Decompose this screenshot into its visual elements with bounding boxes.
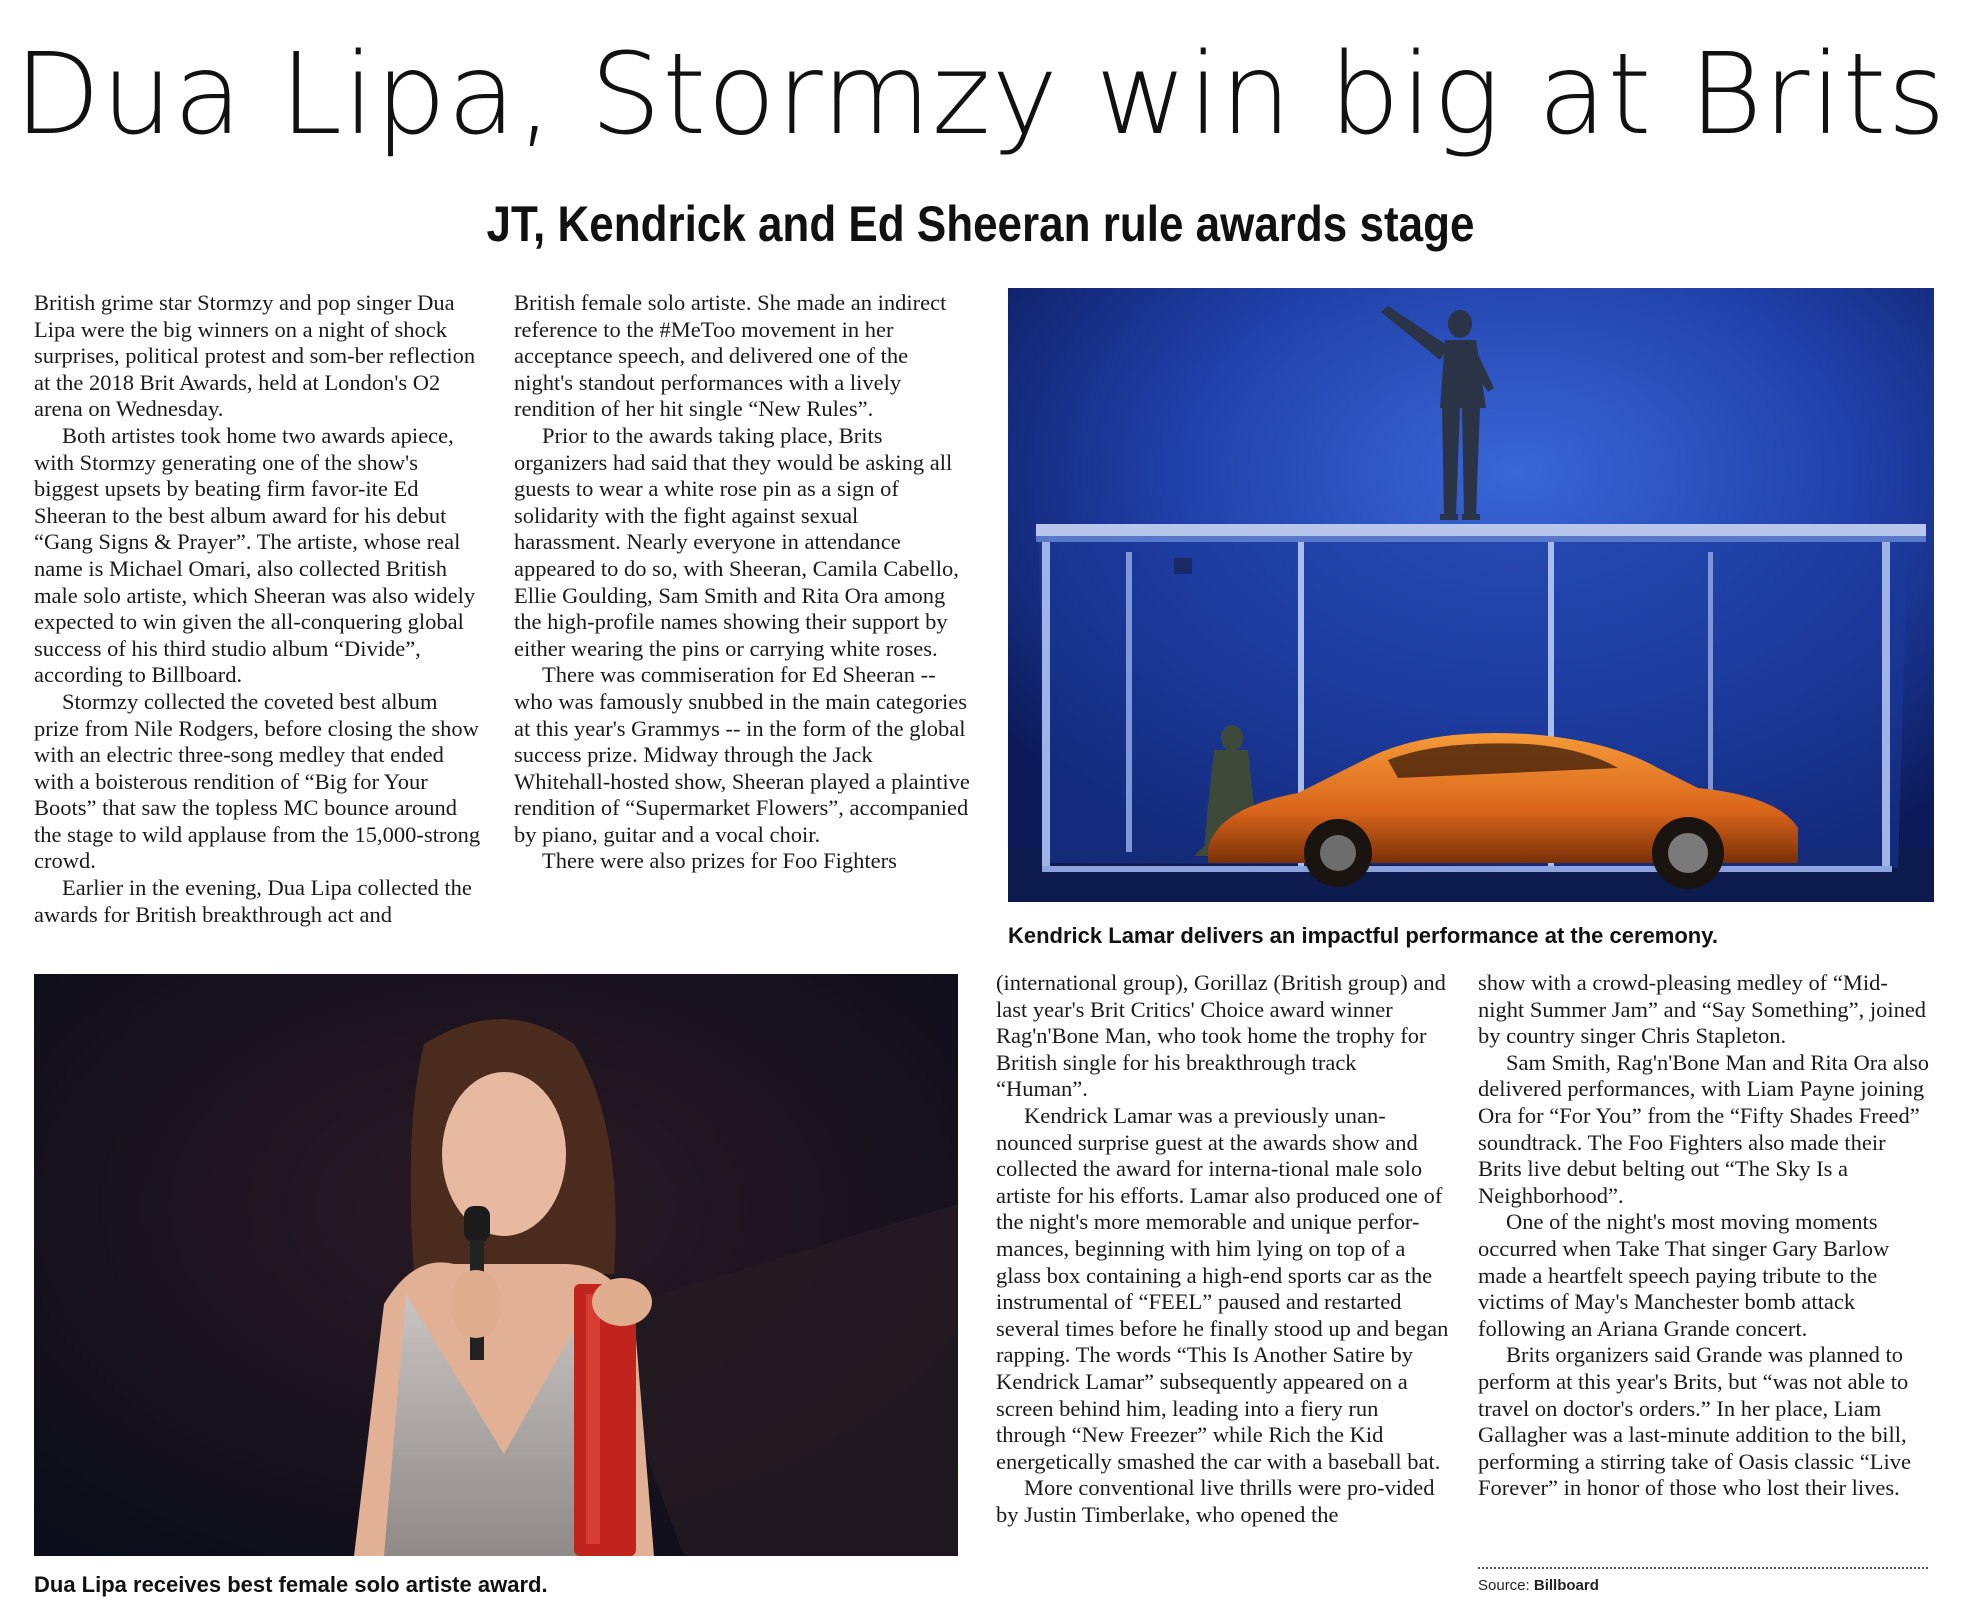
paragraph: Brits organizers said Grande was planned to perform at this year's Brits, but “was not able to travel on doctor's orders.” In her place, Liam Gallagher was a last-minute addition to the bill, performing a stirring take of Oasis classic “Live Forever” in honor of those who lost their lives.: [1478, 1342, 1911, 1501]
paragraph: (international group), Gorillaz (British group) and last year's Brit Critics' Choice award winner Rag'n'Bone Man, who took home the trophy for British single for his breakthrough track “Human”.: [996, 970, 1446, 1102]
kendrick-photo-caption: Kendrick Lamar delivers an impactful performance at the ceremony.: [1008, 923, 1718, 948]
paragraph: Kendrick Lamar was a previously unan-nounced surprise guest at the awards show and collected the award for interna-tional male solo artiste for his efforts. Lamar also produced one of the night's more memorable and unique perfor-mances, beginning with him lying on top of a glass box containing a high-end sports car as the instrumental of “FEEL” paused and restarted several times before he finally stood up and began rapping. The words “This Is Another Satire by Kendrick Lamar” subsequently appeared on a screen behind him, leading into a fiery run through “New Freezer” while Rich the Kid energetically smashed the car with a baseball bat.: [996, 1102, 1449, 1474]
dua-lipa-illustration: [34, 974, 958, 1556]
article-column-1: [34, 290, 486, 928]
source-name: Billboard: [1533, 1577, 1599, 1594]
source-label: Source:: [1478, 1577, 1530, 1594]
paragraph: Earlier in the evening, Dua Lipa collected the awards for British breakthrough act and: [34, 875, 472, 927]
subhead: JT, Kendrick and Ed Sheeran rule awards stage: [486, 196, 1475, 252]
paragraph: Sam Smith, Rag'n'Bone Man and Rita Ora also delivered performances, with Liam Payne joining Ora for “For You” from the “Fifty Shades Freed” soundtrack. The Foo Fighters also made their Brits live debut belting out “The Sky Is a Neighborhood”.: [1478, 1049, 1930, 1208]
paragraph: British grime star Stormzy and pop singer Dua Lipa were the big winners on a night of shock surprises, political protest and som-ber reflection at the 2018 Brit Awards, held at London's O2 arena on Wednesday.: [34, 290, 476, 422]
paragraph: There was commiseration for Ed Sheeran -- who was famously snubbed in the main categories at this year's Grammys -- in the form of the global success prize. Midway through the Jack Whitehall-hosted show, Sheeran played a plaintive rendition of “Supermarket Flowers”, accompanied by piano, guitar and a vocal choir.: [514, 662, 970, 847]
dua-lipa-photo: [34, 974, 958, 1556]
source-credit: [1478, 1577, 1599, 1594]
paragraph: One of the night's most moving moments occurred when Take That singer Gary Barlow made a heartfelt speech paying tribute to the victims of May's Manchester bomb attack following an Ariana Grande concert.: [1478, 1209, 1890, 1341]
paragraph: More conventional live thrills were pro-vided by Justin Timberlake, who opened the: [996, 1475, 1435, 1527]
article-column-3: [996, 970, 1452, 1528]
kendrick-lamar-photo: [1008, 288, 1934, 902]
dua-lipa-photo-caption: Dua Lipa receives best female solo artiste award.: [34, 1572, 548, 1597]
article-column-2: [514, 290, 970, 875]
paragraph: There were also prizes for Foo Fighters: [542, 848, 897, 874]
article-column-4: [1478, 970, 1930, 1502]
paragraph: British female solo artiste. She made an indirect reference to the #MeToo movement in her acceptance speech, and delivered one of the night's standout performances with a lively rendition of her hit single “New Rules”.: [514, 290, 947, 422]
paragraph: Prior to the awards taking place, Brits organizers had said that they would be asking all guests to wear a white rose pin as a sign of solidarity with the fight against sexual harassment. Nearly everyone in attendance appeared to do so, with Sheeran, Camila Cabello, Ellie Goulding, Sam Smith and Rita Ora among the high-profile names showing their support by either wearing the pins or carrying white roses.: [514, 422, 959, 661]
headline: Dua Lipa, Stormzy win big at Brits: [14, 30, 1947, 160]
paragraph: show with a crowd-pleasing medley of “Mid-night Summer Jam” and “Say Something”, joined by country singer Chris Stapleton.: [1478, 970, 1927, 1049]
source-divider: [1478, 1567, 1928, 1569]
paragraph: Both artistes took home two awards apiece, with Stormzy generating one of the show's biggest upsets by beating firm favor-ite Ed Sheeran to the best album award for his debut “Gang Signs & Prayer”. The artiste, whose real name is Michael Omari, also collected British male solo artiste, which Sheeran was also widely expected to win given the all-conquering global success of his third studio album “Divide”, according to Billboard.: [34, 422, 476, 688]
kendrick-stage-illustration: [1008, 288, 1934, 902]
paragraph: Stormzy collected the coveted best album prize from Nile Rodgers, before closing the show with an electric three-song medley that ended with a boisterous rendition of “Big for Your Boots” that saw the topless MC bounce around the stage to wild applause from the 15,000-strong crowd.: [34, 688, 481, 874]
